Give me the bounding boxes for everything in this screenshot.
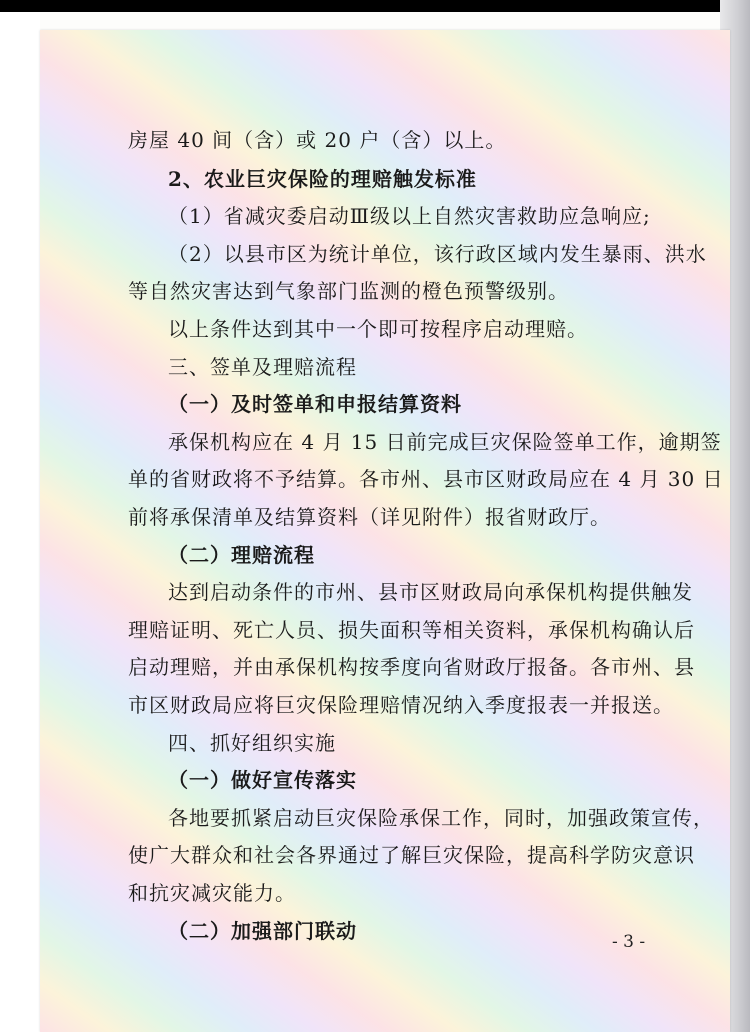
body-line: 等自然灾害达到气象部门监测的橙色预警级别。 — [128, 279, 569, 303]
body-line: （1）省减灾委启动Ⅲ级以上自然灾害救助应急响应; — [168, 204, 651, 228]
body-line: 市区财政局应将巨灾保险理赔情况纳入季度报表一并报送。 — [128, 693, 674, 717]
body-line: 以上条件达到其中一个即可按程序启动理赔。 — [168, 317, 588, 341]
scan-top-border — [0, 0, 750, 12]
body-line: 房屋 40 间（含）或 20 户（含）以上。 — [128, 128, 507, 152]
body-line: 使广大群众和社会各界通过了解巨灾保险，提高科学防灾意识 — [128, 843, 695, 867]
body-line: 各地要抓紧启动巨灾保险承保工作，同时，加强政策宣传， — [168, 806, 714, 830]
subsection-heading: （一）及时签单和申报结算资料 — [168, 392, 462, 416]
body-line: 承保机构应在 4 月 15 日前完成巨灾保险签单工作，逾期签 — [168, 430, 722, 454]
subsection-heading: （二）理赔流程 — [168, 543, 315, 567]
subsection-heading: （一）做好宣传落实 — [168, 768, 357, 792]
page-number: - 3 - — [612, 932, 646, 952]
document-page — [40, 30, 730, 1032]
chapter-heading: 四、抓好组织实施 — [168, 731, 336, 755]
body-line: （2）以县市区为统计单位，该行政区域内发生暴雨、洪水 — [168, 242, 707, 266]
section-heading: 2、农业巨灾保险的理赔触发标准 — [168, 167, 477, 191]
body-line: 达到启动条件的市州、县市区财政局向承保机构提供触发 — [168, 580, 693, 604]
body-line: 前将承保清单及结算资料（详见附件）报省财政厅。 — [128, 505, 611, 529]
body-line: 和抗灾减灾能力。 — [128, 881, 296, 905]
chapter-heading: 三、签单及理赔流程 — [168, 355, 357, 379]
body-line: 单的省财政将不予结算。各市州、县市区财政局应在 4 月 30 日 — [128, 467, 724, 491]
body-line: 理赔证明、死亡人员、损失面积等相关资料，承保机构确认后 — [128, 618, 695, 642]
scan-margin — [0, 0, 40, 1032]
body-line: 启动理赔，并由承保机构按季度向省财政厅报备。各市州、县 — [128, 655, 695, 679]
subsection-heading: （二）加强部门联动 — [168, 919, 357, 943]
